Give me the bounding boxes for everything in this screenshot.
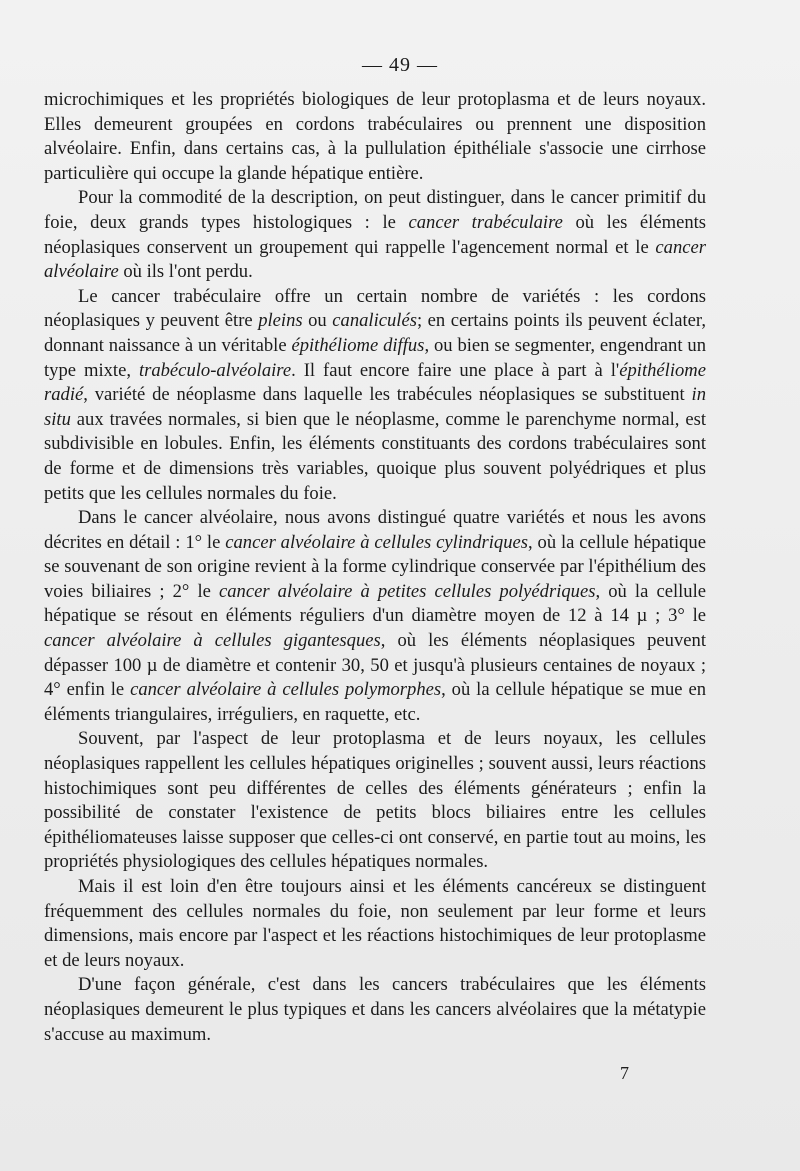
paragraph	[44, 875, 706, 973]
italic-term: cancer trabéculaire	[408, 211, 563, 233]
paragraph	[44, 186, 706, 284]
text-run: Dans le cancer alvéolaire, nous avons distingué quatre variétés et nous les avons décrites en détail : 1° le	[44, 507, 706, 553]
italic-term: cancer alvéolaire à cellules gigantesques	[44, 630, 381, 652]
text-run: aux travées normales, si bien que le néoplasme, comme le parenchyme normal, est subdivisible en lobules. Enfin, les éléments constituants des cordons trabéculaires sont de forme et de dimensions très variables, quoique plus souvent polyédriques et plus petits que les cellules normales du foie.	[44, 408, 706, 504]
text-run: . Il faut encore faire une place à part à l'	[291, 359, 620, 381]
text-run: Souvent, par l'aspect de leur protoplasma et de leurs noyaux, les cellules néoplasiques rappellent les cellules hépatiques originelles ; souvent aussi, leurs réactions histochimiques sont peu différentes de celles des éléments générateurs ; enfin la possibilité de constater l'existence de petits blocs biliaires entre les cellules épithéliomateuses laisse supposer que celles-ci ont conservé, en partie tout au moins, les propriétés physiologiques des cellules hépatiques normales.	[44, 728, 706, 873]
paragraph	[44, 506, 706, 727]
italic-term: trabéculo-alvéolaire	[138, 359, 292, 381]
text-run: , variété de néoplasme dans laquelle les trabécules néoplasiques se substituent	[83, 384, 692, 406]
paragraph	[44, 285, 706, 506]
text-run: Pour la commodité de la description, on peut distinguer, dans le cancer primitif du foie, deux grands types histologiques : le	[44, 187, 706, 233]
paragraph	[44, 973, 706, 1047]
text-run: , où les éléments néoplasiques peuvent dépasser 100 µ de diamètre et contenir 30, 50 et jusqu'à plusieurs centaines de noyaux ; 4° enfin le	[44, 630, 706, 701]
italic-term: canaliculés	[332, 310, 417, 332]
text-run: , où la cellule hépatique se résout en éléments réguliers d'un diamètre moyen de 12 à 14 µ ; 3° le	[44, 580, 706, 627]
paragraph	[44, 88, 706, 186]
text-run: D'une façon générale, c'est dans les cancers trabéculaires que les éléments néoplasiques demeurent le plus typiques et dans les cancers alvéolaires que la métatypie s'accuse au maximum.	[44, 974, 706, 1045]
printer-signature-mark: 7	[620, 1063, 629, 1083]
italic-term: épithéliome radié	[44, 359, 706, 406]
italic-term: cancer alvéolaire	[44, 236, 706, 283]
text-run: Mais il est loin d'en être toujours ainsi et les éléments cancéreux se distinguent fréquemment des cellules normales du foie, non seulement par leur forme et leurs dimensions, mais encore par l'aspect et les réactions histochimiques de leur protoplasme et de leurs noyaux.	[44, 876, 706, 971]
body-text	[44, 88, 706, 1047]
page-number: — 49 —	[362, 54, 438, 76]
text-run: , où la cellule hépatique se souvenant de son origine revient à la forme cylindrique conservée par l'épithélium des voies biliaires ; 2° le	[44, 531, 706, 602]
italic-term: cancer alvéolaire à cellules cylindriques	[225, 531, 528, 553]
italic-term: épithéliome diffus	[291, 334, 425, 356]
text-run: où les éléments néoplasiques conservent un groupement qui rappelle l'agencement normal et le	[44, 211, 707, 258]
text-run: ; en certains points ils peuvent éclater, donnant naissance à un véritable	[44, 310, 706, 356]
text-run: ou	[302, 310, 333, 332]
text-run: microchimiques et les propriétés biologiques de leur protoplasma et de leurs noyaux. Elles demeurent groupées en cordons trabéculaires ou prennent une disposition alvéolaire. Enfin, dans certains cas, à la pullulation épithéliale s'associe une cirrhose particulière qui occupe la glande hépatique entière.	[44, 89, 706, 184]
italic-term: cancer alvéolaire à petites cellules polyédriques	[218, 580, 596, 602]
text-run: où ils l'ont perdu.	[118, 261, 253, 283]
text-run: , ou bien se segmenter, engendrant un type mixte,	[44, 334, 707, 381]
italic-term: in situ	[44, 384, 706, 430]
italic-term: cancer alvéolaire à cellules polymorphes	[130, 679, 442, 701]
text-run: Le cancer trabéculaire offre un certain nombre de variétés : les cordons néoplasiques y peuvent être	[44, 285, 706, 332]
italic-term: pleins	[258, 310, 303, 332]
text-run: , où la cellule hépatique se mue en éléments triangulaires, irréguliers, en raquette, etc.	[44, 679, 706, 725]
paragraph	[44, 727, 706, 875]
